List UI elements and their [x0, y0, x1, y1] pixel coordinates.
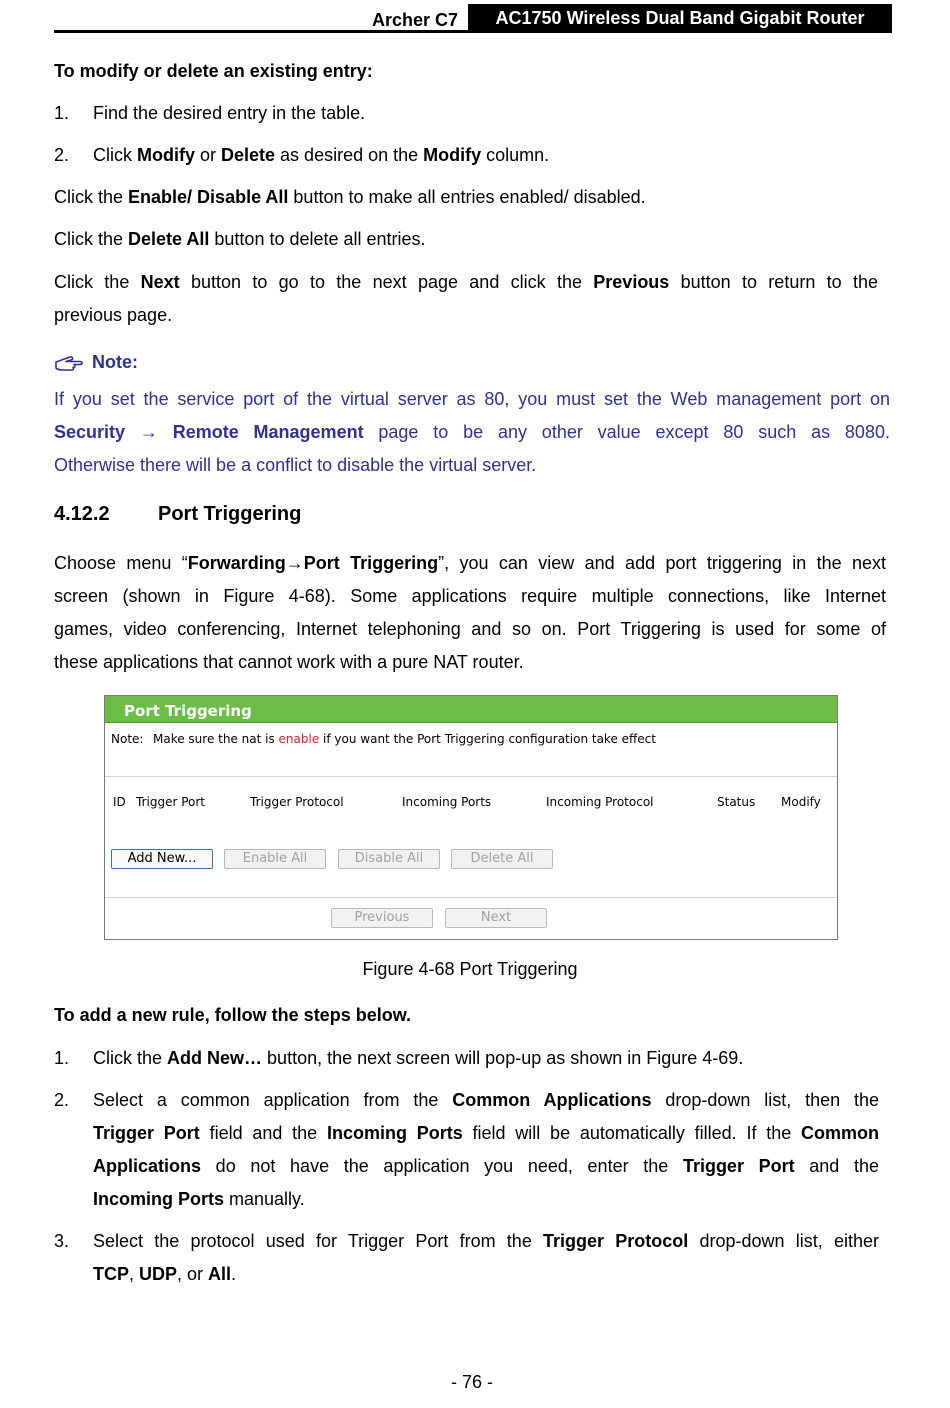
- section-heading: [54, 503, 301, 526]
- figure-caption: Figure 4-68 Port Triggering: [362, 959, 578, 979]
- modify-step-2: Click Modify or Delete as desired on the Modify column.: [93, 145, 550, 165]
- note-line-1: If you set the service port of the virtual server as 80, you must set the Web management port on: [54, 389, 890, 409]
- add-step-2-line-3: Applications do not have the application you need, enter the Trigger Port and the: [93, 1156, 880, 1176]
- divider: [105, 897, 837, 898]
- add-step-3-line-2: TCP, UDP, or All.: [93, 1264, 237, 1284]
- enable-all-button[interactable]: Enable All: [224, 849, 326, 869]
- col-modify: Modify: [781, 795, 821, 809]
- section-title: Port Triggering: [158, 503, 302, 525]
- intro-line-3: games, video conferencing, Internet telephoning and so on. Port Triggering is used for some of: [54, 619, 886, 639]
- col-incoming-ports: Incoming Ports: [402, 795, 492, 809]
- pointing-hand-icon: [54, 353, 84, 373]
- section-number: 4.12.2: [54, 503, 110, 525]
- port-triggering-figure: [104, 695, 838, 940]
- modify-heading: To modify or delete an existing entry:: [54, 61, 373, 81]
- add-new-button[interactable]: Add New...: [111, 849, 213, 869]
- step-number: 1.: [54, 103, 70, 123]
- add-step-3-line-1: Select the protocol used for Trigger Port from the Trigger Protocol drop-down list, either: [93, 1231, 879, 1251]
- delete-all-button[interactable]: Delete All: [451, 849, 553, 869]
- page-header: [54, 4, 892, 33]
- next-button[interactable]: Next: [445, 908, 547, 928]
- note-line-3: Otherwise there will be a conflict to disable the virtual server.: [54, 455, 537, 475]
- enable-all-text: Click the Enable/ Disable All button to make all entries enabled/ disabled.: [54, 187, 646, 207]
- delete-all-text: Click the Delete All button to delete all entries.: [54, 229, 426, 249]
- figure-title-bar: Port Triggering: [105, 696, 837, 723]
- page-number: - 76 -: [450, 1372, 493, 1392]
- modify-step-1: Find the desired entry in the table.: [93, 103, 366, 123]
- previous-button[interactable]: Previous: [331, 908, 433, 928]
- figure-note: Note: Make sure the nat is enable if you want the Port Triggering configuration take effect: [111, 732, 656, 746]
- add-step-2-line-2: Trigger Port field and the Incoming Ports field will be automatically filled. If the Common: [93, 1123, 880, 1143]
- col-trigger-port: Trigger Port: [136, 795, 205, 809]
- step-number: 2.: [54, 1090, 70, 1110]
- step-number: 3.: [54, 1231, 70, 1251]
- add-step-1: Click the Add New… button, the next screen will pop-up as shown in Figure 4-69.: [93, 1048, 744, 1068]
- disable-all-button[interactable]: Disable All: [338, 849, 440, 869]
- col-incoming-protocol: Incoming Protocol: [546, 795, 654, 809]
- header-model: Archer C7: [371, 10, 458, 30]
- step-number: 2.: [54, 145, 70, 165]
- col-id: ID: [113, 795, 126, 809]
- add-step-2-line-4: Incoming Ports manually.: [93, 1189, 305, 1209]
- header-product: AC1750 Wireless Dual Band Gigabit Router: [468, 4, 892, 33]
- add-heading: To add a new rule, follow the steps below.: [54, 1005, 412, 1025]
- step-number: 1.: [54, 1048, 70, 1068]
- note-line-2: Security → Remote Management page to be any other value except 80 such as 8080.: [54, 422, 890, 442]
- col-status: Status: [717, 795, 756, 809]
- intro-line-2: screen (shown in Figure 4-68). Some applications require multiple connections, like Internet: [54, 586, 886, 606]
- add-step-2-line-1: Select a common application from the Common Applications drop-down list, then the: [93, 1090, 879, 1110]
- note-title: Note:: [54, 352, 138, 373]
- next-prev-text: Click the Next button to go to the next page and click the Previous button to return to the: [54, 272, 878, 292]
- intro-line-4: these applications that cannot work with a pure NAT router.: [54, 652, 524, 672]
- divider: [105, 776, 837, 777]
- next-prev-text-line2: previous page.: [54, 305, 173, 325]
- col-trigger-protocol: Trigger Protocol: [250, 795, 344, 809]
- intro-line-1: Choose menu “Forwarding→Port Triggering”, you can view and add port triggering in the next: [54, 553, 886, 573]
